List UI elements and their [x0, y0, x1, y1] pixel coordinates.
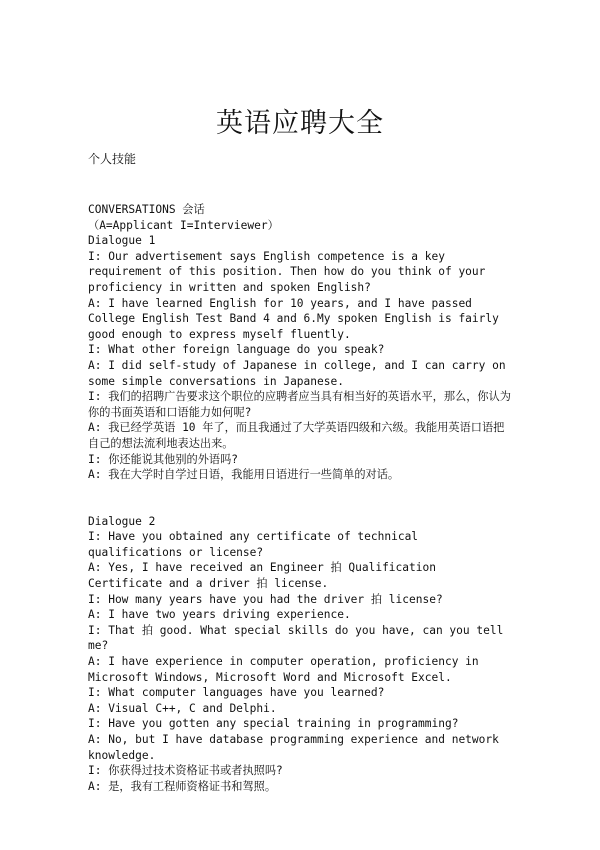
text-line: I: What other foreign language do you speak? [88, 343, 385, 357]
text-line: A: I have learned English for 10 years, and I have passed College English Test Band 4 and 6.My spoken English is fairly good enough to express myself fluently. [88, 296, 499, 341]
text-line: A: Yes, I have received an Engineer 拍 Qualification Certificate and a driver 拍 license. [88, 561, 436, 591]
text-line: Dialogue 2 [88, 514, 156, 528]
text-line: I: Have you gotten any special training in programming? [88, 717, 459, 731]
document-title: 英语应聘大全 [216, 108, 384, 139]
text-line: Dialogue 1 [88, 234, 156, 248]
text-line: A: I did self-study of Japanese in college, and I can carry on some simple conversations in Japanese. [88, 358, 506, 388]
text-line: CONVERSATIONS 会话 [88, 203, 205, 216]
dialogue-1-block [88, 202, 514, 483]
text-line: （A=Applicant I=Interviewer） [88, 218, 279, 232]
text-line: A: I have experience in computer operation, proficiency in Microsoft Windows, Microsoft Word and Microsoft Excel. [88, 655, 479, 684]
text-line: A: 我已经学英语 10 年了，而且我通过了大学英语四级和六级。我能用英语口语把自己的想法流利地表达出来。 [88, 421, 505, 450]
text-line: A: 是，我有工程师资格证书和驾照。 [88, 779, 277, 793]
text-line: I: 你获得过技术资格证书或者执照吗? [88, 764, 283, 778]
text-line: I: 你还能说其他别的外语吗? [88, 452, 239, 466]
text-line: A: No, but I have database programming experience and network knowledge. [88, 733, 499, 762]
document-body [88, 202, 514, 794]
text-line: A: I have two years driving experience. [88, 608, 351, 622]
paragraph-gap [88, 483, 514, 514]
text-line: A: Visual C++, C and Delphi. [88, 701, 277, 715]
text-line: I: That 拍 good. What special skills do you have, can you tell me? [88, 623, 504, 653]
text-line: I: Our advertisement says English competence is a key requirement of this position. Then how do you think of your proficiency in written and spoken English? [88, 249, 486, 294]
text-line: A: 我在大学时自学过日语，我能用日语进行一些简单的对话。 [88, 468, 400, 482]
text-line: I: 我们的招聘广告要求这个职位的应聘者应当具有相当好的英语水平，那么，你认为你的书面英语和口语能力如何呢? [88, 390, 511, 419]
text-line: I: Have you obtained any certificate of technical qualifications or license? [88, 530, 419, 559]
dialogue-2-block [88, 514, 514, 795]
text-line: I: What computer languages have you learned? [88, 686, 385, 700]
text-line: I: How many years have you had the driver 拍 license? [88, 592, 443, 606]
section-label: 个人技能 [88, 152, 137, 166]
